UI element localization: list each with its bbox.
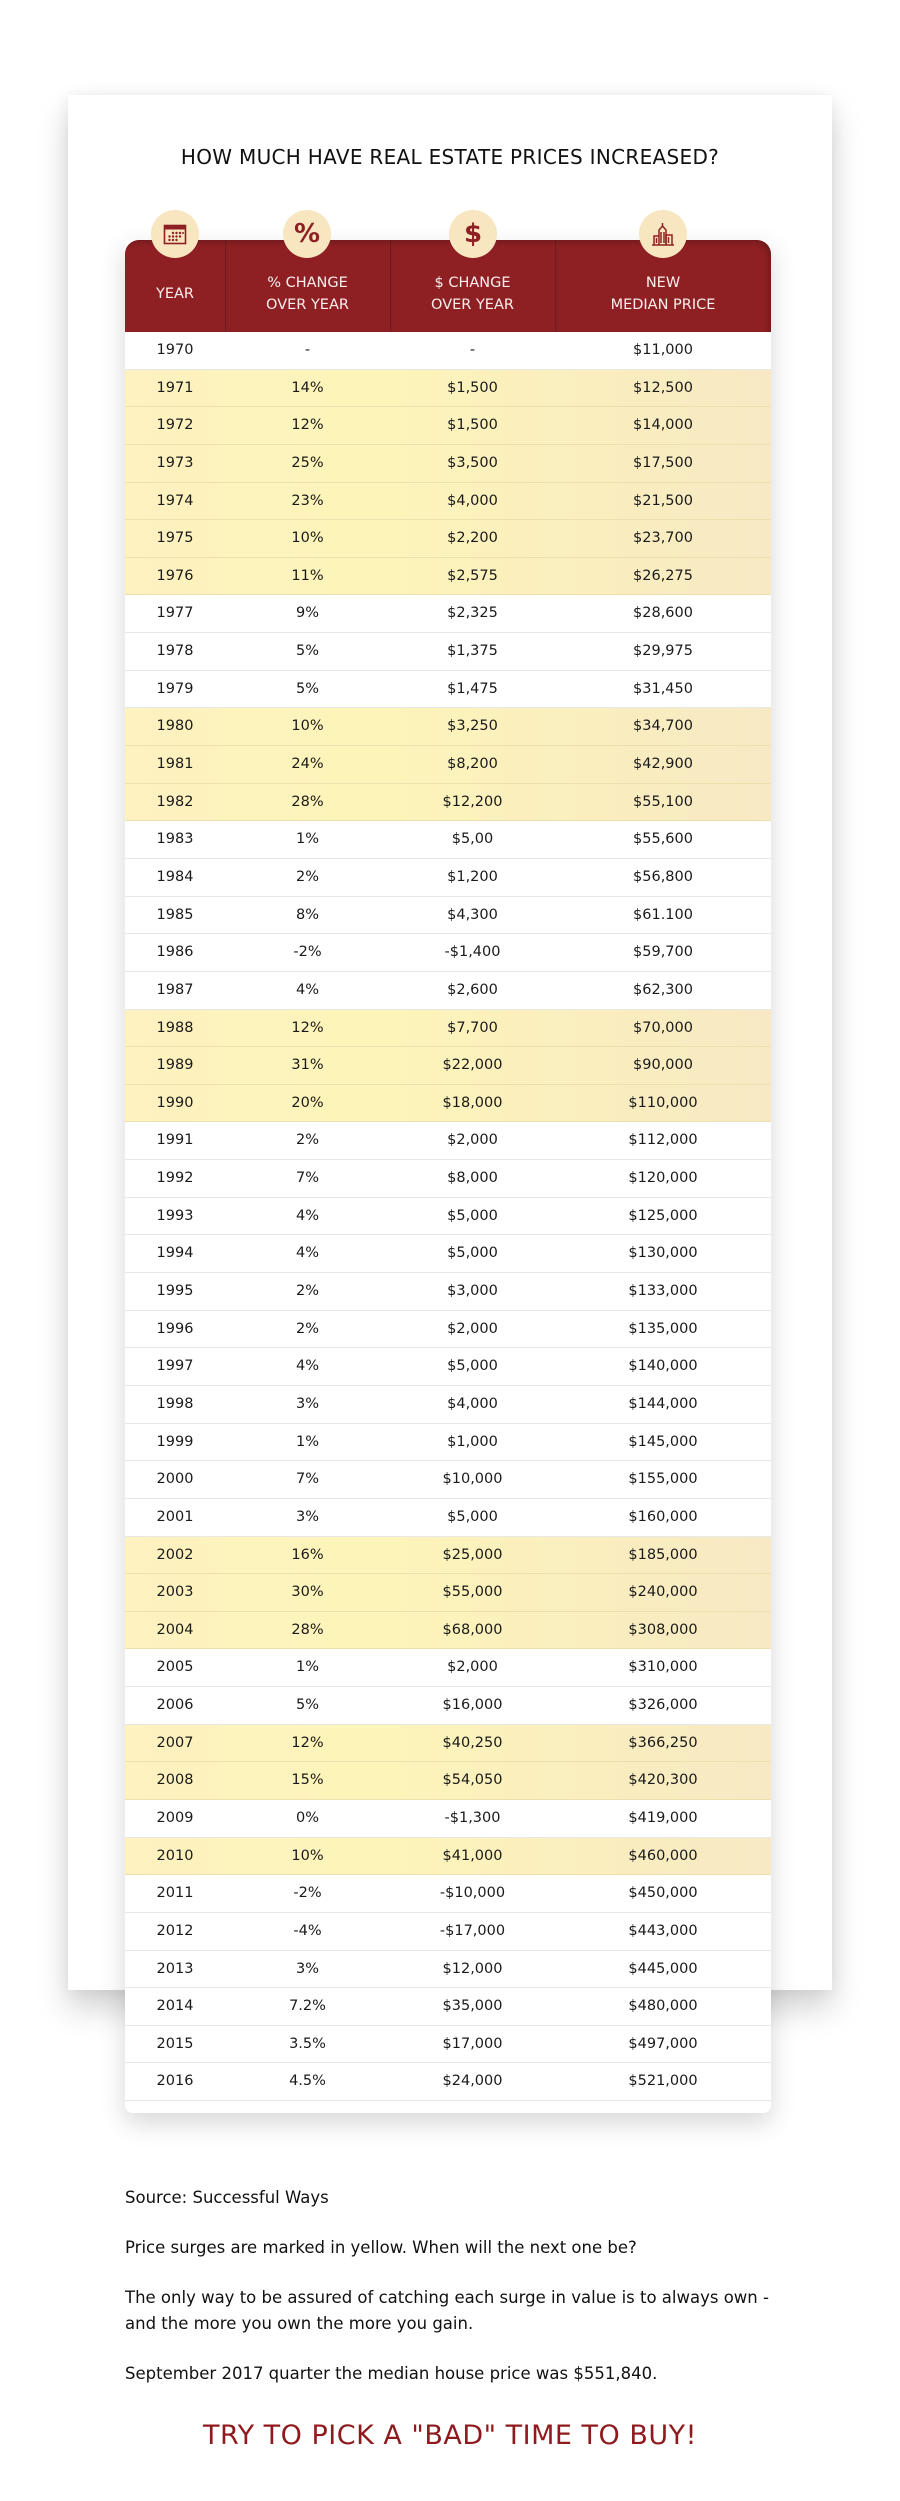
median-price-cell: $130,000 bbox=[628, 1245, 698, 1262]
year-cell: 1985 bbox=[156, 906, 194, 923]
pct-change-cell: 2% bbox=[295, 1283, 319, 1300]
dollar-change-cell: $25,000 bbox=[442, 1546, 503, 1563]
table-row bbox=[125, 1198, 771, 1236]
pct-change-cell: 31% bbox=[291, 1057, 324, 1074]
table-row-surge bbox=[125, 407, 771, 445]
year-cell: 2009 bbox=[156, 1809, 194, 1826]
median-price-cell: $42,900 bbox=[633, 756, 693, 773]
header-dollar-line2: OVER YEAR bbox=[431, 297, 514, 313]
dollar-change-cell: -$17,000 bbox=[439, 1922, 506, 1939]
table-row bbox=[125, 1913, 771, 1951]
pct-change-cell: 7% bbox=[295, 1471, 319, 1488]
pct-change-cell: 5% bbox=[295, 643, 319, 660]
percent-glyph: % bbox=[293, 219, 321, 249]
table-body bbox=[125, 332, 771, 2101]
dollar-change-cell: $22,000 bbox=[442, 1057, 503, 1074]
table-row-surge bbox=[125, 1047, 771, 1085]
year-cell: 1998 bbox=[156, 1395, 194, 1412]
header-pct-line1: % CHANGE bbox=[267, 275, 348, 291]
pct-change-cell: 7% bbox=[295, 1170, 319, 1187]
call-to-action: TRY TO PICK A "BAD" TIME TO BUY! bbox=[203, 2420, 697, 2451]
pct-change-cell: 1% bbox=[295, 831, 319, 848]
year-cell: 1987 bbox=[156, 981, 194, 998]
dollar-change-cell: -$1,300 bbox=[444, 1809, 501, 1826]
table-row bbox=[125, 821, 771, 859]
year-cell: 1984 bbox=[156, 868, 194, 885]
pct-change-cell: 28% bbox=[291, 1621, 324, 1638]
pct-change-cell: 4% bbox=[295, 981, 319, 998]
year-cell: 2012 bbox=[156, 1922, 194, 1939]
year-cell: 1995 bbox=[156, 1283, 194, 1300]
year-cell: 1986 bbox=[156, 944, 194, 961]
dollar-change-cell: $10,000 bbox=[442, 1471, 503, 1488]
pct-change-cell: 1% bbox=[295, 1659, 319, 1676]
table-row bbox=[125, 1160, 771, 1198]
median-price-cell: $308,000 bbox=[628, 1621, 698, 1638]
year-cell: 2008 bbox=[156, 1772, 194, 1789]
pct-change-cell: 5% bbox=[295, 680, 319, 697]
pct-change-cell: 2% bbox=[295, 868, 319, 885]
year-cell: 2003 bbox=[156, 1584, 194, 1601]
dollar-change-cell: $4,000 bbox=[447, 492, 498, 509]
dollar-change-cell: $18,000 bbox=[442, 1094, 503, 1111]
median-price-cell: $310,000 bbox=[628, 1659, 698, 1676]
table-row bbox=[125, 1461, 771, 1499]
year-cell: 1983 bbox=[156, 831, 194, 848]
table-row-surge bbox=[125, 445, 771, 483]
year-cell: 1992 bbox=[156, 1170, 194, 1187]
dollar-change-cell: $55,000 bbox=[442, 1584, 503, 1601]
median-price-cell: $55,600 bbox=[633, 831, 693, 848]
percent-icon bbox=[283, 210, 331, 258]
year-cell: 2006 bbox=[156, 1697, 194, 1714]
table-row bbox=[125, 1348, 771, 1386]
year-cell: 2010 bbox=[156, 1847, 194, 1864]
pct-change-cell: 9% bbox=[295, 605, 319, 622]
median-price-cell: $497,000 bbox=[628, 2035, 698, 2052]
surge-note: Price surges are marked in yellow. When will the next one be? bbox=[125, 2238, 637, 2257]
median-price-cell: $34,700 bbox=[633, 718, 693, 735]
table-row-surge bbox=[125, 1838, 771, 1876]
pct-change-cell: 4.5% bbox=[289, 2073, 326, 2090]
median-price-cell: $29,975 bbox=[633, 643, 693, 660]
dollar-change-cell: $7,700 bbox=[447, 1019, 498, 1036]
year-cell: 1991 bbox=[156, 1132, 194, 1149]
dollar-change-cell: $2,000 bbox=[447, 1659, 498, 1676]
dollar-change-cell: -$10,000 bbox=[439, 1885, 506, 1902]
price-table bbox=[125, 219, 771, 2113]
median-price-cell: $55,100 bbox=[633, 793, 693, 810]
pct-change-cell: 28% bbox=[291, 793, 324, 810]
year-cell: 1981 bbox=[156, 756, 194, 773]
dollar-change-cell: $2,000 bbox=[447, 1132, 498, 1149]
table-row bbox=[125, 859, 771, 897]
table-row-surge bbox=[125, 558, 771, 596]
table-row bbox=[125, 2026, 771, 2064]
median-price-cell: $135,000 bbox=[628, 1320, 698, 1337]
pct-change-cell: 3.5% bbox=[289, 2035, 326, 2052]
dollar-change-cell: $2,325 bbox=[447, 605, 498, 622]
dollar-change-cell: $35,000 bbox=[442, 1998, 503, 2015]
year-cell: 1993 bbox=[156, 1207, 194, 1224]
median-price-cell: $31,450 bbox=[633, 680, 693, 697]
source-note: Source: Successful Ways bbox=[125, 2188, 329, 2207]
dollar-change-cell: $2,575 bbox=[447, 567, 498, 584]
median-price-cell: $59,700 bbox=[633, 944, 693, 961]
table-row bbox=[125, 934, 771, 972]
dollar-change-cell: $3,250 bbox=[447, 718, 498, 735]
median-price-cell: $61.100 bbox=[633, 906, 693, 923]
median-price-cell: $56,800 bbox=[633, 868, 693, 885]
median-price-cell: $443,000 bbox=[628, 1922, 698, 1939]
year-cell: 1980 bbox=[156, 718, 194, 735]
median-price-cell: $420,300 bbox=[628, 1772, 698, 1789]
year-cell: 1979 bbox=[156, 680, 194, 697]
median-price-cell: $17,500 bbox=[633, 454, 693, 471]
header-median-line1: NEW bbox=[645, 275, 681, 291]
table-row bbox=[125, 1649, 771, 1687]
pct-change-cell: 15% bbox=[291, 1772, 324, 1789]
table-row-surge bbox=[125, 370, 771, 408]
header-year-label: YEAR bbox=[155, 286, 194, 302]
table-row-surge bbox=[125, 1574, 771, 1612]
pct-change-cell: -2% bbox=[293, 944, 322, 961]
year-cell: 1997 bbox=[156, 1358, 194, 1375]
pct-change-cell: 24% bbox=[291, 756, 324, 773]
table-row bbox=[125, 671, 771, 709]
median-price-cell: $12,500 bbox=[633, 379, 693, 396]
table-row-surge bbox=[125, 520, 771, 558]
year-cell: 1970 bbox=[156, 342, 194, 358]
median-price-cell: $160,000 bbox=[628, 1508, 698, 1525]
pct-change-cell: 3% bbox=[295, 1960, 319, 1977]
year-cell: 2005 bbox=[156, 1659, 194, 1676]
pct-change-cell: 14% bbox=[291, 379, 324, 396]
dollar-change-cell: $41,000 bbox=[442, 1847, 503, 1864]
pct-change-cell: 10% bbox=[291, 1847, 324, 1864]
dollar-change-cell: $5,000 bbox=[447, 1508, 498, 1525]
page-title: HOW MUCH HAVE REAL ESTATE PRICES INCREASED? bbox=[180, 145, 720, 169]
pct-change-cell: -2% bbox=[293, 1885, 322, 1902]
dollar-change-cell: $4,000 bbox=[447, 1395, 498, 1412]
table-row bbox=[125, 1951, 771, 1989]
median-price-cell: $460,000 bbox=[628, 1847, 698, 1864]
pct-change-cell: 30% bbox=[291, 1584, 324, 1601]
dollar-change-cell: $5,000 bbox=[447, 1245, 498, 1262]
table-row-surge bbox=[125, 1762, 771, 1800]
calendar-icon bbox=[151, 210, 199, 258]
pct-change-cell: 0% bbox=[295, 1809, 319, 1826]
pct-change-cell: 12% bbox=[291, 1734, 324, 1751]
dollar-change-cell: - bbox=[469, 342, 476, 358]
median-price-cell: $366,250 bbox=[628, 1734, 698, 1751]
dollar-change-cell: $1,500 bbox=[447, 379, 498, 396]
table-row-surge bbox=[125, 746, 771, 784]
year-cell: 1978 bbox=[156, 643, 194, 660]
table-row bbox=[125, 1687, 771, 1725]
pct-change-cell: 2% bbox=[295, 1132, 319, 1149]
dollar-change-cell: $3,000 bbox=[447, 1283, 498, 1300]
pct-change-cell: 5% bbox=[295, 1697, 319, 1714]
median-price-cell: $110,000 bbox=[628, 1094, 698, 1111]
median-price-cell: $14,000 bbox=[633, 417, 693, 434]
header-dollar-line1: $ CHANGE bbox=[434, 275, 511, 291]
year-cell: 2015 bbox=[156, 2035, 194, 2052]
pct-change-cell: 11% bbox=[291, 567, 324, 584]
year-cell: 1972 bbox=[156, 417, 194, 434]
dollar-change-cell: $54,050 bbox=[442, 1772, 503, 1789]
table-row-surge bbox=[125, 1085, 771, 1123]
pct-change-cell: 1% bbox=[295, 1433, 319, 1450]
median-price-cell: $23,700 bbox=[633, 530, 693, 547]
dollar-change-cell: $1,475 bbox=[447, 680, 498, 697]
year-cell: 2000 bbox=[156, 1471, 194, 1488]
table-row bbox=[125, 1800, 771, 1838]
table-row bbox=[125, 1875, 771, 1913]
buildings-icon bbox=[639, 210, 687, 258]
pct-change-cell: 4% bbox=[295, 1358, 319, 1375]
median-price-cell: $450,000 bbox=[628, 1885, 698, 1902]
table-row bbox=[125, 1424, 771, 1462]
september-note: September 2017 quarter the median house price was $551,840. bbox=[125, 2364, 658, 2383]
dollar-change-cell: $5,00 bbox=[451, 831, 494, 848]
median-price-cell: $240,000 bbox=[628, 1584, 698, 1601]
year-cell: 2001 bbox=[156, 1508, 194, 1525]
median-price-cell: $11,000 bbox=[633, 342, 693, 358]
median-price-cell: $62,300 bbox=[633, 981, 693, 998]
table-row bbox=[125, 1311, 771, 1349]
pct-change-cell: 10% bbox=[291, 718, 324, 735]
year-cell: 1977 bbox=[156, 605, 194, 622]
pct-change-cell: 7.2% bbox=[289, 1998, 326, 2015]
median-price-cell: $140,000 bbox=[628, 1358, 698, 1375]
dollar-change-cell: $17,000 bbox=[442, 2035, 503, 2052]
pct-change-cell: 16% bbox=[291, 1546, 324, 1563]
dollar-icon bbox=[449, 210, 497, 258]
dollar-change-cell: $1,375 bbox=[447, 643, 498, 660]
median-price-cell: $521,000 bbox=[628, 2073, 698, 2090]
year-cell: 2004 bbox=[156, 1621, 194, 1638]
median-price-cell: $26,275 bbox=[633, 567, 693, 584]
dollar-change-cell: $1,200 bbox=[447, 868, 498, 885]
table-row-surge bbox=[125, 1537, 771, 1575]
table-row bbox=[125, 595, 771, 633]
table-row-surge bbox=[125, 483, 771, 521]
dollar-change-cell: $8,200 bbox=[447, 756, 498, 773]
table-row bbox=[125, 1386, 771, 1424]
table-row bbox=[125, 1988, 771, 2026]
dollar-change-cell: -$1,400 bbox=[444, 944, 501, 961]
pct-change-cell: 20% bbox=[291, 1094, 324, 1111]
pct-change-cell: -4% bbox=[293, 1922, 322, 1939]
table-header bbox=[125, 219, 771, 332]
dollar-change-cell: $16,000 bbox=[442, 1697, 503, 1714]
median-price-cell: $21,500 bbox=[633, 492, 693, 509]
table-row-surge bbox=[125, 1612, 771, 1650]
dollar-change-cell: $40,250 bbox=[442, 1734, 503, 1751]
ownership-note: The only way to be assured of catching each surge in value is to always own - and the more you own the more you gain. bbox=[125, 2288, 769, 2333]
table-row bbox=[125, 1122, 771, 1160]
year-cell: 2002 bbox=[156, 1546, 194, 1563]
pct-change-cell: 12% bbox=[291, 417, 324, 434]
header-pct-line2: OVER YEAR bbox=[266, 297, 349, 313]
median-price-cell: $419,000 bbox=[628, 1809, 698, 1826]
dollar-change-cell: $2,200 bbox=[447, 530, 498, 547]
year-cell: 1989 bbox=[156, 1057, 194, 1074]
dollar-change-cell: $8,000 bbox=[447, 1170, 498, 1187]
year-cell: 1973 bbox=[156, 454, 194, 471]
table-row-surge bbox=[125, 784, 771, 822]
median-price-cell: $445,000 bbox=[628, 1960, 698, 1977]
dollar-change-cell: $2,600 bbox=[447, 981, 498, 998]
dollar-change-cell: $2,000 bbox=[447, 1320, 498, 1337]
median-price-cell: $144,000 bbox=[628, 1395, 698, 1412]
table-row-surge bbox=[125, 708, 771, 746]
median-price-cell: $112,000 bbox=[628, 1132, 698, 1149]
year-cell: 1976 bbox=[156, 567, 194, 584]
year-cell: 2011 bbox=[156, 1885, 194, 1902]
table-row-surge bbox=[125, 1725, 771, 1763]
year-cell: 1990 bbox=[156, 1094, 194, 1111]
table-row bbox=[125, 332, 771, 370]
table-row bbox=[125, 897, 771, 935]
year-cell: 1982 bbox=[156, 793, 194, 810]
median-price-cell: $480,000 bbox=[628, 1998, 698, 2015]
pct-change-cell: 2% bbox=[295, 1320, 319, 1337]
year-cell: 1994 bbox=[156, 1245, 194, 1262]
table-row bbox=[125, 1273, 771, 1311]
pct-change-cell: 3% bbox=[295, 1395, 319, 1412]
pct-change-cell: 8% bbox=[295, 906, 319, 923]
pct-change-cell: 3% bbox=[295, 1508, 319, 1525]
header-median-line2: MEDIAN PRICE bbox=[610, 297, 716, 313]
dollar-change-cell: $5,000 bbox=[447, 1358, 498, 1375]
pct-change-cell: 12% bbox=[291, 1019, 324, 1036]
median-price-cell: $120,000 bbox=[628, 1170, 698, 1187]
pct-change-cell: - bbox=[304, 342, 311, 358]
dollar-change-cell: $1,500 bbox=[447, 417, 498, 434]
dollar-glyph: $ bbox=[463, 219, 483, 249]
median-price-cell: $145,000 bbox=[628, 1433, 698, 1450]
median-price-cell: $155,000 bbox=[628, 1471, 698, 1488]
year-cell: 1999 bbox=[156, 1433, 194, 1450]
table-row bbox=[125, 972, 771, 1010]
dollar-change-cell: $68,000 bbox=[442, 1621, 503, 1638]
dollar-change-cell: $24,000 bbox=[442, 2073, 503, 2090]
dollar-change-cell: $12,200 bbox=[442, 793, 503, 810]
year-cell: 1974 bbox=[156, 492, 194, 509]
year-cell: 2016 bbox=[156, 2073, 194, 2090]
dollar-change-cell: $5,000 bbox=[447, 1207, 498, 1224]
dollar-change-cell: $4,300 bbox=[447, 906, 498, 923]
median-price-cell: $28,600 bbox=[633, 605, 693, 622]
median-price-cell: $125,000 bbox=[628, 1207, 698, 1224]
year-cell: 2013 bbox=[156, 1960, 194, 1977]
pct-change-cell: 23% bbox=[291, 492, 324, 509]
table-row bbox=[125, 1499, 771, 1537]
year-cell: 1975 bbox=[156, 530, 194, 547]
pct-change-cell: 10% bbox=[291, 530, 324, 547]
pct-change-cell: 25% bbox=[291, 454, 324, 471]
table-row bbox=[125, 1235, 771, 1273]
year-cell: 2007 bbox=[156, 1734, 194, 1751]
year-cell: 1971 bbox=[156, 379, 194, 396]
median-price-cell: $90,000 bbox=[633, 1057, 693, 1074]
median-price-cell: $70,000 bbox=[633, 1019, 693, 1036]
table-row bbox=[125, 633, 771, 671]
year-cell: 2014 bbox=[156, 1998, 194, 2015]
dollar-change-cell: $12,000 bbox=[442, 1960, 503, 1977]
table-row bbox=[125, 2063, 771, 2101]
pct-change-cell: 4% bbox=[295, 1245, 319, 1262]
pct-change-cell: 4% bbox=[295, 1207, 319, 1224]
table-row-surge bbox=[125, 1010, 771, 1048]
dollar-change-cell: $3,500 bbox=[447, 454, 498, 471]
median-price-cell: $133,000 bbox=[628, 1283, 698, 1300]
median-price-cell: $185,000 bbox=[628, 1546, 698, 1563]
median-price-cell: $326,000 bbox=[628, 1697, 698, 1714]
year-cell: 1988 bbox=[156, 1019, 194, 1036]
year-cell: 1996 bbox=[156, 1320, 194, 1337]
dollar-change-cell: $1,000 bbox=[447, 1433, 498, 1450]
